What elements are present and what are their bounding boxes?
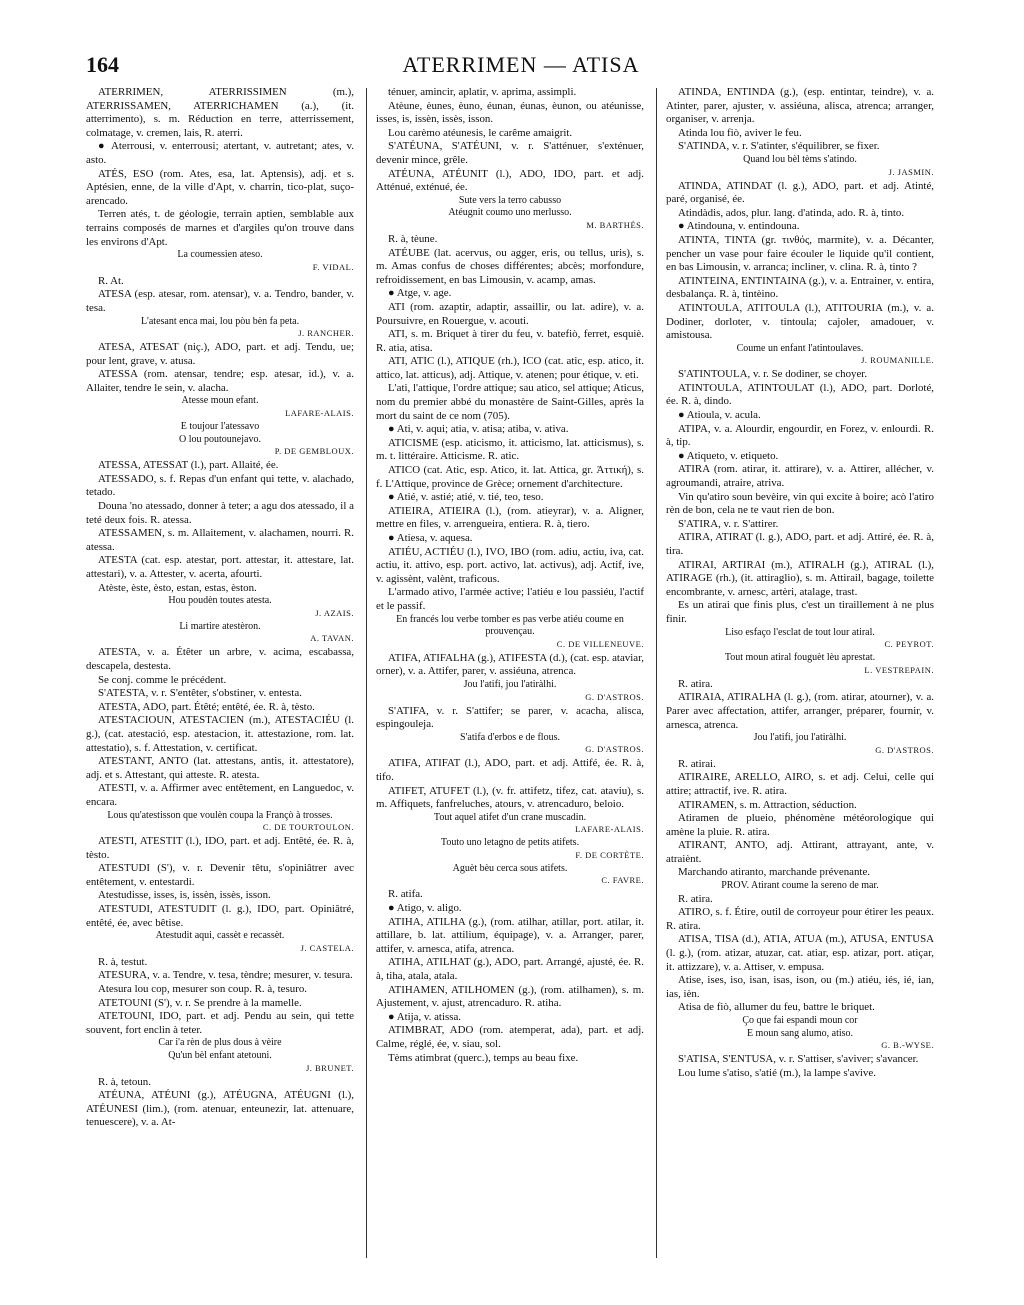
quotation-author: J. ROUMANILLE.: [861, 355, 934, 366]
dictionary-entry: ATESURA, v. a. Tendre, v. tesa, tèndre; mesurer, v. tesura.: [98, 969, 353, 982]
quotation-line: Atesse moun efant.: [181, 395, 259, 407]
quotation-author: LAFARE-ALAIS.: [575, 824, 644, 835]
dictionary-entry: ● Atindouna, v. entindouna.: [678, 220, 800, 233]
dictionary-entry: ATIRAIA, ATIRALHA (l. g.), (rom. atirar, atourner), v. a. Parer avec affectation, attifer, arranger, préparer, fournir, v. arnesca, atrenca.: [666, 691, 934, 731]
quotation-line: Lous qu'atestisson que voulèn coupa la Françò à trosses.: [107, 809, 333, 821]
quotation-author: L. VESTREPAIN.: [864, 664, 934, 675]
quotation-author: J. CASTELA.: [300, 942, 354, 953]
dictionary-entry: ATIRAI, ARTIRAI (m.), ATIRALH (g.), ATIRAL (l.), ATIRAGE (rh.), (it. attiraglio), s. m. Attirail, bagage, toilette encombrante, v. arnesc, artèri, atalage, trast.: [666, 558, 934, 598]
dictionary-entry: L'armado ativo, l'armée active; l'atiéu e lou passiéu, l'actif et le passif.: [376, 586, 644, 612]
dictionary-entry: R. At.: [98, 274, 124, 287]
dictionary-entry: S'ATINDA, v. r. S'atinter, s'équilibrer, se fixer.: [678, 140, 880, 153]
quotation-author: C. FAVRE.: [601, 875, 644, 886]
dictionary-entry: ATESSA, ATESSAT (l.), part. Allaité, ée.: [98, 459, 279, 472]
dictionary-entry: Lou carèmo atéunesis, le carême amaigrit.: [388, 126, 573, 139]
dictionary-entry: Lou lume s'atiso, s'atié (m.), la lampe s'avive.: [678, 1066, 876, 1079]
quotation-line: En francés lou verbe tomber es pas verbe atiéu coume en prouvençau.: [396, 613, 624, 638]
dictionary-entry: ténuer, amincir, aplatir, v. aprima, assimpli.: [388, 86, 577, 98]
dictionary-entry: ATINDA, ATINDAT (l. g.), ADO, part. et adj. Atinté, paré, organisé, ée.: [666, 179, 934, 206]
dictionary-entry: ATINTOULA, ATITOULA (l.), ATITOURIA (m.), v. a. Dodiner, dorloter, v. tintoula; cajoler, amadouer, v. amistousa.: [666, 301, 934, 342]
quotation-line: La coumessien ateso.: [177, 249, 263, 261]
dictionary-entry: ATINTA, TINTA (gr. τινθός, marmite), v. a. Décanter, pencher un vase pour faire écouler le liquide qu'il contient, en bas Limousin, v. arranca; incliner, v. clina. R. à, tinto ?: [666, 233, 934, 274]
dictionary-entry: ● Atioula, v. acula.: [678, 409, 761, 422]
dictionary-entry: ATESSA (rom. atensar, tendre; esp. atesar, id.), v. a. Allaiter, tendre le sein, v. alacha.: [86, 368, 354, 394]
dictionary-entry: ATIFA, ATIFAT (l.), ADO, part. et adj. Attifé, ée. R. à, tifo.: [376, 757, 644, 783]
dictionary-entry: ATESA (esp. atesar, rom. atensar), v. a. Tendro, bander, v. tesa.: [86, 288, 354, 314]
dictionary-entry: R. atifa.: [388, 888, 423, 901]
dictionary-entry: ATESTACIOUN, ATESTACIEN (m.), ATESTACIÉU (l. g.), (cat. atestació, esp. atestacion, it. attestazione, rom. lat. attestatio), s. f. Attestation, v. certificat.: [86, 714, 354, 754]
dictionary-entry: ATESTI, v. a. Affirmer avec entêtement, en Languedoc, v. encara.: [86, 782, 354, 808]
dictionary-entry: S'ATINTOULA, v. r. Se dodiner, se choyer.: [678, 368, 868, 381]
dictionary-entry: ATIHA, ATILHA (g.), (rom. atilhar, atillar, port. atilar, it. attillare, b. lat. attilium, équipage), v. a. Arranger, parer, attifer, v. arnesca, atifa, atrenca.: [376, 915, 644, 955]
dictionary-entry: ATESTI, ATESTIT (l.), IDO, part. et adj. Entêté, ée. R. à, tèsto.: [86, 835, 354, 861]
dictionary-entry: ATIEIRA, ATIEIRA (l.), (rom. atieyrar), v. a. Aligner, mettre en files, v. arrengueira, entiera. R. à, tiero.: [376, 504, 644, 531]
quotation-line: Quand lou bèl tèms s'atindo.: [743, 153, 857, 165]
dictionary-entry: L'ati, l'attique, l'ordre attique; sau atico, sel attique; Aticus, nom du premier abbé du monastère de Saint-Gilles, après la mort du saint de ce nom (705).: [376, 382, 644, 422]
quotation-line: S'atifa d'erbos e de flous.: [460, 731, 560, 743]
dictionary-entry: Atiramen de plueio, phénomène météorologique qui amène la pluie. R. atira.: [666, 812, 934, 838]
column-divider: [366, 88, 367, 1258]
dictionary-entry: ATÉUBE (lat. acervus, ou agger, eris, ou tellus, uris), s. m. Amas confus de choses différentes; abcès; morfondure, refroidissement, en bas Limousin, v. acamp, amas.: [376, 246, 644, 286]
dictionary-entry: Terren atés, t. de géologie, terrain aptien, semblable aux terrains composés de marnes et d'argiles qu'on trouve dans les environs d'Apt.: [86, 208, 354, 248]
quotation-line: Li martire atestèron.: [179, 620, 261, 632]
quotation-line: Tout aquel atifet d'un crane muscadin.: [433, 811, 587, 823]
dictionary-entry: ATIPA, v. a. Alourdir, engourdir, en Forez, v. enlourdi. R. à, tip.: [666, 422, 934, 449]
dictionary-entry: ATINDA, ENTINDA (g.), (esp. entintar, teindre), v. a. Atinter, parer, ajuster, v. assiéuna, alisca, atrenca; arranger, organiser, v. arrenja.: [666, 86, 934, 126]
dictionary-entry: ATESTA (cat. esp. atestar, port. attestar, it. attestare, lat. attestari), v. a. Attester, v. acerta, afourti.: [86, 554, 354, 580]
dictionary-entry: Tèms atimbrat (querc.), temps au beau fixe.: [388, 1051, 579, 1064]
dictionary-entry: Se conj. comme le précédent.: [98, 673, 227, 686]
quotation-line: E moun sang alumo, atiso.: [746, 1027, 854, 1039]
column-1: [86, 86, 354, 1276]
quotation-line: Coume un enfant l'atintoulaves.: [736, 342, 864, 354]
dictionary-entry: ● Atié, v. astié; atié, v. tié, teo, teso.: [388, 491, 544, 504]
quotation-author: C. DE TOURTOULON.: [262, 822, 354, 833]
dictionary-entry: ATINTOULA, ATINTOULAT (l.), ADO, part. Dorloté, ée. R. à, dindo.: [666, 381, 934, 408]
quotation-author: P. DE GEMBLOUX.: [274, 446, 354, 457]
quotation-line: Touto uno letagno de petits atifets.: [440, 837, 580, 849]
quotation-line: Sute vers la terro cabusso: [458, 194, 562, 206]
quotation-author: C. DE VILLENEUVE.: [556, 638, 644, 649]
dictionary-entry: ● Atigo, v. aligo.: [388, 902, 462, 915]
dictionary-entry: S'ATESTA, v. r. S'entêter, s'obstiner, v. entesta.: [98, 687, 302, 700]
dictionary-entry: ATESTUDI, ATESTUDIT (l. g.), IDO, part. Opiniâtré, entêté, ée, avec bêtise.: [86, 903, 354, 929]
dictionary-entry: Atèste, èste, èsto, estan, estas, èston.: [98, 581, 257, 594]
dictionary-entry: R. à, testut.: [98, 955, 148, 968]
quotation-line: Ço que fai espandi moun cor: [742, 1015, 858, 1026]
quotation-line: Jou l'atifi, jou l'atiràlhi.: [463, 678, 557, 690]
dictionary-entry: Atesura lou cop, mesurer son coup. R. à, tesuro.: [98, 983, 307, 996]
dictionary-entry: ● Atiesa, v. aquesa.: [388, 532, 473, 544]
dictionary-entry: ATINTEINA, ENTINTAINA (g.), v. a. Entrainer, v. entira, desbalança. R. à, tintèino.: [666, 274, 934, 301]
quotation-line: Hou poudèn toutes atesta.: [168, 595, 272, 607]
quotation-author: G. B.-WYSE.: [881, 1040, 934, 1051]
dictionary-entry: ATIRAMEN, s. m. Attraction, séduction.: [678, 798, 857, 811]
dictionary-entry: ATÉUNA, ATÉUNI (g.), ATÉUGNA, ATÉUGNI (l.), ATÉUNESI (lim.), (rom. atenuar, enteunezir, lat. attenuare, tenuescere), v. a. At-: [86, 1089, 354, 1129]
dictionary-entry: ATESA, ATESAT (niç.), ADO, part. et adj. Tendu, ue; pour lent, grave, v. atusa.: [86, 341, 354, 367]
dictionary-entry: Atinda lou fiò, aviver le feu.: [678, 126, 802, 139]
quotation-author: G. D'ASTROS.: [585, 691, 644, 702]
text-columns: [86, 86, 956, 1276]
running-title: ATERRIMEN — ATISA: [402, 52, 640, 77]
dictionary-entry: ATIRANT, ANTO, adj. Attirant, attrayant, ante, v. atraiènt.: [666, 839, 934, 865]
dictionary-entry: ATESTUDI (S'), v. r. Devenir têtu, s'opiniâtrer avec entêtement, v. entestardi.: [86, 862, 354, 888]
dictionary-entry: Vin qu'atiro soun bevèire, vin qui excite à boire; acò l'atiro rèn de bon, cela ne te vaut rien de bon.: [666, 490, 934, 517]
dictionary-entry: ATI, ATIC (l.), ATIQUE (rh.), ICO (cat. atic, esp. atico, it. attico, lat. atticus), adj. Attique, v. atenen; pour étique, v. eti.: [376, 355, 644, 381]
quotation-line: Qu'un bèl enfant atetouni.: [168, 1050, 272, 1061]
column-divider: [656, 88, 657, 1258]
dictionary-entry: Es un atirai que finis plus, c'est un tiraillement à ne plus finir.: [666, 599, 934, 625]
dictionary-entry: Douna 'no atessado, donner à teter; a agu dos atessado, il a teté deux fois. R. atessa.: [86, 500, 354, 526]
dictionary-entry: ATIÉU, ACTIÉU (l.), IVO, IBO (rom. adiu, actiu, iva, cat. actiu, it. attivo, esp. port. activo, lat. activus), adj. Actif, ive, v. agissènt, valènt, traficous.: [376, 545, 644, 585]
quotation-author: J. BRUNET.: [305, 1062, 354, 1073]
quotation-line: PROV. Atirant coume la sereno de mar.: [721, 880, 879, 892]
dictionary-entry: Atisa de fiò, allumer du feu, battre le briquet.: [678, 1001, 875, 1014]
dictionary-entry: ATÉUNA, ATÉUNIT (l.), ADO, IDO, part. et adj. Atténué, exténué, ée.: [376, 167, 644, 194]
dictionary-entry: Marchando atiranto, marchande prévenante.: [678, 866, 871, 879]
quotation-author: G. D'ASTROS.: [585, 744, 644, 755]
quotation-author: J. AZAIS.: [315, 607, 354, 618]
dictionary-entry: R. à, tèune.: [388, 232, 438, 245]
dictionary-entry: ATIMBRAT, ADO (rom. atemperat, ada), part. et adj. Calme, réglé, ée, v. siau, sol.: [376, 1024, 644, 1050]
dictionary-entry: ● Atiqueto, v. etiqueto.: [678, 449, 779, 462]
dictionary-entry: ATÉS, ESO (rom. Ates, esa, lat. Aptensis), adj. et s. Aptésien, enne, de la ville d'Apt, v. charrin, tico-plat, suço-arencado.: [86, 167, 354, 207]
quotation-author: J. JASMIN.: [888, 166, 934, 177]
dictionary-entry: ATI, s. m. Briquet à tirer du feu, v. batefiò, ferret, esquiè. R. atia, atisa.: [376, 328, 644, 354]
dictionary-entry: ATIFET, ATUFET (l.), (v. fr. attifetz, tifez, cat. ataviu), s. m. Affiquets, fanfreluches, atours, v. atrencaduro, beloio.: [376, 784, 644, 811]
dictionary-entry: ATIHAMEN, ATILHOMEN (g.), (rom. atilhamen), s. m. Ajustement, v. ajust, atrencaduro. R. atiha.: [376, 983, 644, 1010]
dictionary-entry: ATESSAMEN, s. m. Allaitement, v. alachamen, nourri. R. atessa.: [86, 527, 354, 553]
dictionary-entry: ATISA, TISA (d.), ATIA, ATUA (m.), ATUSA, ENTUSA (l. g.), (rom. atizar, atuzar, cat. atiar, esp. atizar, port. atiçar, it. attizzare), v. a. Attiser, v. empusa.: [666, 933, 934, 973]
quotation-author: G. D'ASTROS.: [875, 744, 934, 755]
quotation-author: F. VIDAL.: [312, 261, 354, 272]
dictionary-entry: ● Ati, v. aqui; atia, v. atisa; atiba, v. ativa.: [388, 423, 569, 436]
dictionary-entry: R. à, tetoun.: [98, 1075, 151, 1088]
quotation-author: J. RANCHER.: [298, 328, 354, 339]
dictionary-entry: ATETOUNI (S'), v. r. Se prendre à la mamelle.: [98, 996, 302, 1009]
page-number: 164: [86, 52, 119, 77]
page-header: [86, 52, 956, 86]
dictionary-entry: ATIRA (rom. atirar, it. attirare), v. a. Attirer, allécher, v. agroumandi, atraire, atriva.: [666, 463, 934, 490]
dictionary-entry: R. atira.: [678, 677, 713, 690]
quotation-line: Aguèt bèu cerca sous atifets.: [452, 862, 568, 874]
quotation-line: Atestudit aqui, cassèt e recassèt.: [155, 930, 285, 942]
column-3: [666, 86, 934, 1276]
dictionary-entry: S'ATIRA, v. r. S'attirer.: [678, 517, 779, 530]
quotation-line: Jou l'atifi, jou l'atiràlhi.: [753, 732, 847, 744]
quotation-author: A. TAVAN.: [310, 633, 354, 644]
dictionary-entry: ATESSADO, s. f. Repas d'un enfant qui tette, v. alachado, tetado.: [86, 472, 354, 499]
dictionary-entry: Atise, ises, iso, isan, isas, ison, ou (m.) atiéu, iés, ié, ian, ias, ièn.: [666, 974, 934, 1000]
dictionary-entry: ATIRAIRE, ARELLO, AIRO, s. et adj. Celui, celle qui attire; attractif, ive. R. atira.: [666, 771, 934, 797]
column-2: [376, 86, 644, 1276]
dictionary-entry: S'ATISA, S'ENTUSA, v. r. S'attiser, s'aviver; s'avancer.: [678, 1053, 919, 1066]
dictionary-entry: ATICISME (esp. aticismo, it. atticismo, lat. atticismus), s. m. t. littéraire. Atticisme. R. atic.: [376, 436, 644, 463]
quotation-line: Car i'a rèn de plus dous à vèire: [158, 1037, 282, 1049]
quotation-author: LAFARE-ALAIS.: [285, 408, 354, 419]
dictionary-entry: ATIRA, ATIRAT (l. g.), ADO, part. et adj. Attiré, ée. R. à, tira.: [666, 531, 934, 557]
dictionary-entry: Atindàdis, ados, plur. lang. d'atinda, ado. R. à, tinto.: [678, 206, 905, 219]
dictionary-entry: R. atira.: [678, 892, 713, 905]
dictionary-entry: ATI (rom. azaptir, adaptir, assaillir, ou lat. adire), v. a. Poursuivre, en Rouergue, v. acouti.: [376, 300, 644, 327]
dictionary-entry: Atèune, èunes, èuno, éunan, éunas, èunon, ou atéunisse, isses, is, issèn, issès, isson.: [376, 99, 644, 126]
dictionary-entry: ATICO (cat. Atic, esp. Atico, it. lat. Attica, gr. Ἀττική), s. f. L'Attique, province de Grèce; ornement d'architecture.: [376, 464, 644, 490]
dictionary-entry: ATESTANT, ANTO (lat. attestans, antis, it. attestatore), adj. et s. Attestant, qui atteste. R. atesta.: [86, 755, 354, 781]
quotation-line: O lou poutounejavo.: [179, 433, 261, 445]
dictionary-entry: R. atirai.: [678, 757, 716, 770]
quotation-line: E toujour l'atessavo: [180, 421, 260, 433]
dictionary-entry: ATIRO, s. f. Étire, outil de corroyeur pour étirer les peaux. R. atira.: [666, 906, 934, 932]
dictionary-entry: ATERRIMEN, ATERRISSIMEN (m.), ATERRISSAMEN, ATERRICHAMEN (a.), (it. atterrimento), s. m. Réduction en terre, atterrissement, colmatage, v. cremen, lais, R. aterri.: [86, 86, 354, 139]
quotation-line: Atéugnit coumo uno merlusso.: [448, 207, 572, 219]
dictionary-entry: ATIFA, ATIFALHA (g.), ATIFESTA (d.), (cat. esp. ataviar, orner), v. a. Attifer, parer, v. assiéuna, atrenca.: [376, 651, 644, 678]
dictionary-entry: ATIHA, ATILHAT (g.), ADO, part. Arrangé, ajusté, ée. R. à, tiha, atala, atala.: [376, 956, 644, 983]
dictionary-entry: ● Aterrousi, v. enterrousi; atertant, v. autretant; ates, v. asto.: [86, 140, 354, 166]
quotation-line: L'atesant enca mai, lou pòu bèn fa peta.: [140, 315, 300, 327]
quotation-author: F. DE CORTÈTE.: [575, 849, 644, 860]
quotation-line: Liso esfaço l'esclat de tout lour atiral.: [725, 626, 875, 638]
dictionary-entry: ATESTA, ADO, part. Étêté; entêté, ée. R. à, tèsto.: [98, 700, 315, 713]
quotation-author: M. BARTHÉS.: [586, 219, 644, 230]
dictionary-entry: ● Atge, v. age.: [388, 287, 452, 300]
dictionary-entry: S'ATIFA, v. r. S'attifer; se parer, v. acacha, alisca, espingouleja.: [376, 704, 644, 731]
dictionary-entry: ATETOUNI, IDO, part. et adj. Pendu au sein, qui tette souvent, fort enclin à teter.: [86, 1010, 354, 1036]
dictionary-entry: ATESTA, v. a. Étêter un arbre, v. acima, escabassa, descapela, destesta.: [86, 646, 354, 672]
dictionary-entry: ● Atija, v. atissa.: [388, 1010, 462, 1023]
dictionary-entry: S'ATÉUNA, S'ATÉUNI, v. r. S'atténuer, s'exténuer, devenir mince, grêle.: [376, 140, 644, 166]
dictionary-entry: Atestudisse, isses, is, issèn, issès, isson.: [98, 889, 271, 902]
quotation-author: C. PEYROT.: [884, 639, 934, 650]
quotation-line: Tout moun atiral fouguèt lèu aprestat.: [724, 652, 876, 664]
